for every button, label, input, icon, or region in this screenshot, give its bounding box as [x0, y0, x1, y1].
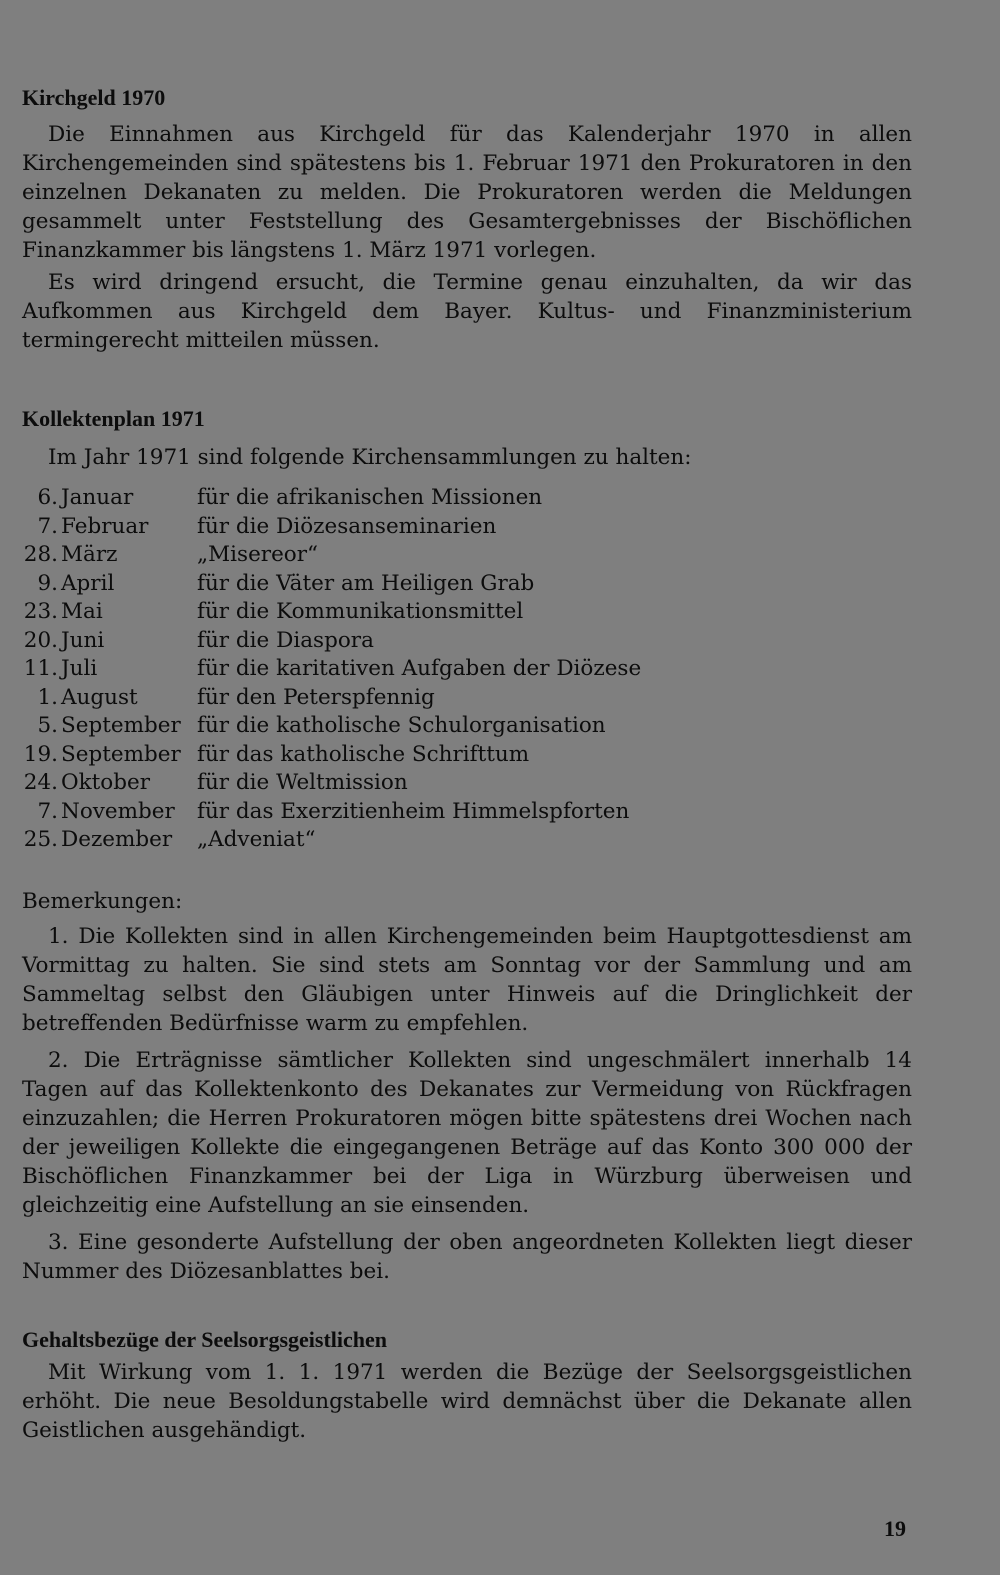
schedule-purpose: für die katholische Schulorganisation [197, 713, 606, 738]
schedule-purpose: für die Diaspora [197, 627, 374, 653]
schedule-month: Dezember [61, 827, 173, 852]
schedule-day: 19. [23, 741, 58, 767]
schedule-row [22, 712, 912, 741]
section-gehaltsbezuege [22, 1326, 912, 1445]
schedule-day: 9. [37, 570, 58, 596]
section-kirchgeld [22, 84, 912, 355]
schedule-day: 7. [37, 513, 58, 539]
schedule-row [22, 769, 912, 798]
page-number: 19 [884, 1516, 906, 1541]
section-heading: Kollektenplan 1971 [22, 406, 205, 431]
schedule-purpose: für das Exerzitienheim Himmelspforten [197, 798, 630, 824]
schedule-purpose: „Misereor“ [197, 542, 319, 567]
remark-item: 1. Die Kollekten sind in allen Kirchengemeinden beim Hauptgottesdienst am Vormittag zu halten. Sie sind stets am Sonntag vor der Sammlung und am Sammeltag selbst den Gläubigen unter Hinweis auf die Dringlichkeit der betreffenden Bedürfnisse warm zu empfehlen. [22, 923, 912, 1036]
schedule-row [22, 570, 912, 599]
schedule-month: Juni [61, 627, 105, 653]
schedule-month: Mai [61, 599, 103, 624]
schedule-month: September [61, 713, 181, 738]
schedule-month: Februar [61, 513, 149, 539]
schedule-month: August [61, 684, 138, 710]
schedule-row [22, 826, 912, 855]
section-body [22, 120, 912, 355]
schedule-month: November [61, 798, 175, 824]
schedule-day: 5. [37, 713, 58, 738]
schedule-day: 11. [23, 656, 58, 681]
remarks-label: Bemerkungen: [22, 888, 183, 914]
schedule-day: 7. [37, 798, 58, 824]
schedule-purpose: für die Weltmission [197, 770, 408, 795]
schedule-day: 20. [23, 627, 58, 653]
schedule-intro: Im Jahr 1971 sind folgende Kirchensammlungen zu halten: [48, 445, 692, 470]
schedule-row [22, 627, 912, 656]
schedule-purpose: für die Väter am Heiligen Grab [197, 570, 535, 596]
schedule-row [22, 598, 912, 627]
collection-schedule [22, 484, 912, 855]
schedule-purpose: für die afrikanischen Missionen [197, 485, 543, 510]
schedule-row [22, 741, 912, 770]
paragraph: Mit Wirkung vom 1. 1. 1971 werden die Bezüge der Seelsorgsgeistlichen erhöht. Die neue Besoldungstabelle wird demnächst über die Dekanate allen Geistlichen ausgehändigt. [22, 1359, 912, 1443]
schedule-month: Oktober [61, 770, 151, 795]
paragraph: Die Einnahmen aus Kirchgeld für das Kalenderjahr 1970 in allen Kirchengemeinden sind spätestens bis 1. Februar 1971 den Prokuratoren in den einzelnen Dekanaten zu melden. Die Prokuratoren werden die Meldungen gesammelt unter Feststellung des Gesamtergebnisses der Bischöflichen Finanzkammer bis längstens 1. März 1971 vorlegen. [22, 122, 912, 263]
schedule-row [22, 655, 912, 684]
remark-item: 3. Eine gesonderte Aufstellung der oben angeordneten Kollekten liegt dieser Nummer des Diözesanblattes bei. [22, 1229, 912, 1284]
schedule-row [22, 541, 912, 570]
section-heading: Kirchgeld 1970 [22, 85, 166, 110]
schedule-day: 23. [23, 599, 58, 624]
schedule-day: 25. [23, 827, 58, 852]
schedule-month: Juli [61, 656, 98, 681]
section-heading: Gehaltsbezüge der Seelsorgsgeistlichen [22, 1326, 387, 1352]
schedule-day: 6. [37, 485, 58, 510]
schedule-purpose: „Adveniat“ [197, 827, 316, 852]
schedule-month: März [61, 542, 118, 567]
schedule-purpose: für die Kommunikationsmittel [197, 599, 524, 624]
remarks-list [22, 922, 912, 1286]
schedule-day: 24. [23, 770, 58, 795]
schedule-month: September [61, 741, 181, 767]
section-kollektenplan [22, 405, 912, 1286]
schedule-month: April [61, 570, 115, 596]
schedule-row [22, 513, 912, 542]
schedule-day: 28. [23, 542, 58, 567]
schedule-purpose: für die Diözesanseminarien [197, 513, 497, 539]
schedule-purpose: für den Peterspfennig [197, 684, 435, 710]
paragraph: Es wird dringend ersucht, die Termine genau einzuhalten, da wir das Aufkommen aus Kirchgeld dem Bayer. Kultus- und Finanzministerium termingerecht mitteilen müssen. [22, 270, 912, 353]
schedule-purpose: für die karitativen Aufgaben der Diözese [197, 656, 642, 681]
schedule-row [22, 798, 912, 827]
schedule-row [22, 484, 912, 513]
schedule-row [22, 684, 912, 713]
schedule-day: 1. [37, 684, 58, 710]
document-page [22, 84, 912, 1445]
remark-item: 2. Die Erträgnisse sämtlicher Kollekten sind ungeschmälert innerhalb 14 Tagen auf das Kollektenkonto des Dekanates zur Vermeidung von Rückfragen einzuzahlen; die Herren Prokuratoren mögen bitte spätestens drei Wochen nach der jeweiligen Kollekte die eingegangenen Beträge auf das Konto 300 000 der Bischöflichen Finanzkammer bei der Liga in Würzburg überweisen und gleichzeitig eine Aufstellung an sie einsenden. [22, 1047, 912, 1218]
schedule-purpose: für das katholische Schrifttum [197, 741, 530, 767]
schedule-month: Januar [61, 485, 134, 510]
